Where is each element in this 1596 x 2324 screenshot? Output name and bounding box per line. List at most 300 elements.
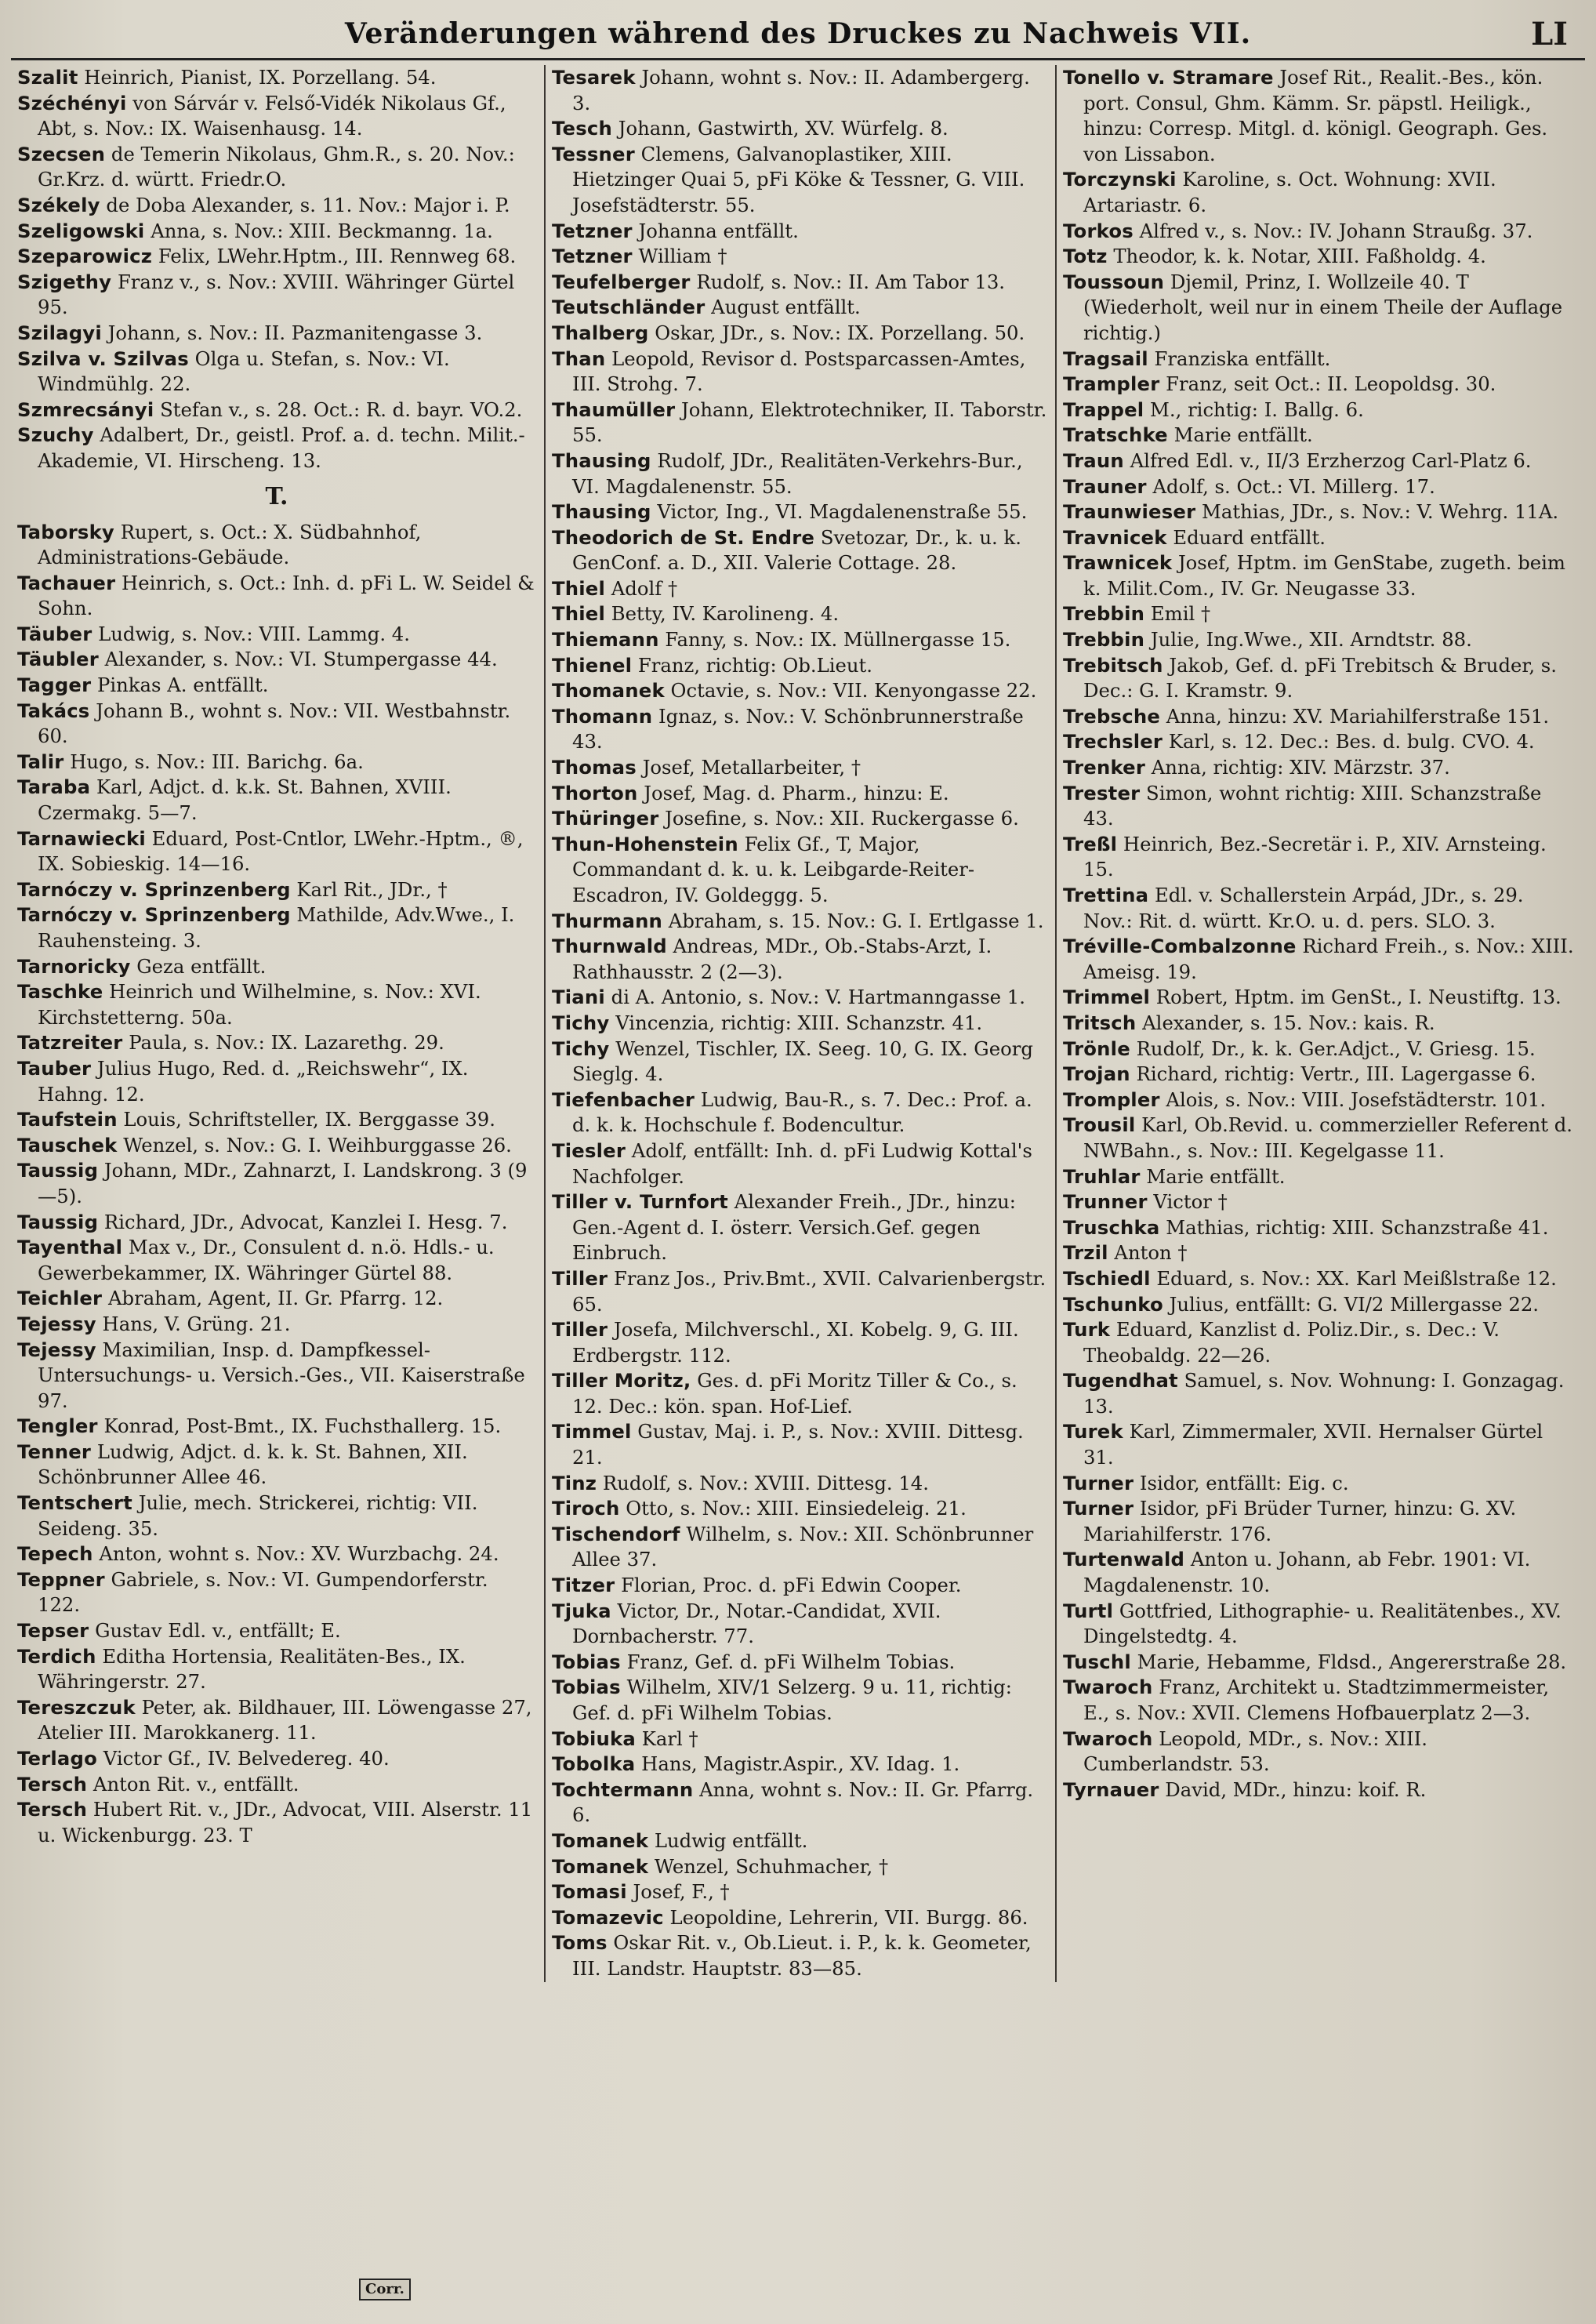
entry-details: Florian, Proc. d. pFi Edwin Cooper. <box>621 1574 962 1597</box>
entry-details: Gabriele, s. Nov.: VI. Gumpendorferstr. 122. <box>38 1567 488 1617</box>
section-letter: T. <box>265 482 288 510</box>
entry-name: Theodorich de St. Endre <box>552 525 815 549</box>
directory-entry <box>17 65 536 91</box>
directory-entry <box>552 1522 1047 1573</box>
directory-entry <box>17 1414 536 1440</box>
entry-details: Karoline, s. Oct. Wohnung: XVII. Artariastr. 6. <box>1083 168 1496 216</box>
directory-entry <box>17 219 536 245</box>
entry-details: Alexander Freih., JDr., hinzu: Gen.-Agent d. I. österr. Versich.Gef. gegen Einbruch. <box>572 1190 1016 1265</box>
entry-details: Anna, s. Nov.: XIII. Beckmanng. 1a. <box>151 219 493 242</box>
directory-entry <box>17 520 536 571</box>
entry-name: Tepech <box>17 1542 93 1566</box>
entry-details: Victor Gf., IV. Belvedereg. 40. <box>103 1747 390 1770</box>
entry-name: Twaroch <box>1063 1727 1153 1750</box>
directory-entry <box>17 244 536 270</box>
entry-details: Peter, ak. Bildhauer, III. Löwengasse 27, Atelier III. Marokkanerg. 11. <box>38 1695 532 1745</box>
entry-name: Tobias <box>552 1676 621 1699</box>
entry-name: Thalberg <box>552 321 649 344</box>
entry-details: Josefine, s. Nov.: XII. Ruckergasse 6. <box>665 807 1019 830</box>
entry-details: Johann, s. Nov.: II. Pazmanitengasse 3. <box>107 321 483 344</box>
entry-name: Turner <box>1063 1497 1134 1520</box>
entry-name: Tiroch <box>552 1497 620 1520</box>
entry-name: Taussig <box>17 1159 99 1182</box>
entry-name: Széchényi <box>17 91 127 114</box>
entry-name: Tatzreiter <box>17 1031 123 1055</box>
entry-name: Tobolka <box>552 1752 636 1776</box>
entry-details: Stefan v., s. 28. Oct.: R. d. bayr. VO.2. <box>160 398 523 421</box>
directory-entry <box>552 627 1047 653</box>
directory-entry <box>17 142 536 193</box>
entry-details: Anton, wohnt s. Nov.: XV. Wurzbachg. 24. <box>99 1542 499 1566</box>
entry-name: Tomazevic <box>552 1905 664 1929</box>
entry-details: Karl Rit., JDr., † <box>296 877 448 901</box>
directory-entry <box>552 116 1047 142</box>
entry-details: Anna, hinzu: XV. Mariahilferstraße 151. <box>1166 704 1550 728</box>
entry-name: Thienel <box>552 653 633 677</box>
directory-entry <box>17 1133 536 1159</box>
column-3 <box>1055 65 1585 1982</box>
entry-name: Szilagyi <box>17 321 102 344</box>
entry-details: Victor, Dr., Notar.-Candidat, XVII. Dornbacherstr. 77. <box>572 1599 941 1648</box>
entry-name: Tritsch <box>1063 1011 1137 1034</box>
entry-details: Adolf, entfällt: Inh. d. pFi Ludwig Kottal's Nachfolger. <box>572 1138 1032 1188</box>
entry-name: Turner <box>1063 1471 1134 1494</box>
entry-details: Josef, Metallarbeiter, † <box>642 756 861 779</box>
directory-entry <box>1063 372 1577 398</box>
entry-name: Tomasi <box>552 1880 627 1904</box>
entry-details: Anton u. Johann, ab Febr. 1901: VI. Magdalenenstr. 10. <box>1083 1548 1531 1597</box>
directory-entry <box>552 448 1047 499</box>
entry-details: Theodor, k. k. Notar, XIII. Faßholdg. 4. <box>1113 245 1486 268</box>
entry-details: Josef, Hptm. im GenStabe, zugeth. beim k. Milit.Com., IV. Gr. Neugasse 33. <box>1083 551 1565 600</box>
entry-details: Josef, F., † <box>633 1880 730 1904</box>
entry-details: di A. Antonio, s. Nov.: V. Hartmanngasse 1. <box>611 986 1025 1009</box>
entry-name: Tarnawiecki <box>17 826 146 850</box>
entry-name: Szmrecsányi <box>17 398 154 421</box>
entry-details: Emil † <box>1150 602 1211 626</box>
entry-name: Talir <box>17 750 64 773</box>
entry-details: Rudolf, s. Nov.: XVIII. Dittesg. 14. <box>602 1471 929 1494</box>
directory-entry <box>1063 1727 1577 1777</box>
entry-details: Clemens, Galvanoplastiker, XIII. Hietzinger Quai 5, pFi Köke & Tessner, G. VIII. Josefstädterstr. 55. <box>572 142 1025 216</box>
entry-details: Geza entfällt. <box>136 954 267 978</box>
column-1-entries-s <box>17 65 536 474</box>
directory-entry <box>17 1440 536 1491</box>
entry-name: Trunner <box>1063 1190 1148 1214</box>
directory-entry <box>552 1930 1047 1981</box>
entry-details: Rudolf, Dr., k. k. Ger.Adjct., V. Griesg. 15. <box>1136 1037 1536 1060</box>
directory-entry <box>17 775 536 826</box>
entry-name: Tiesler <box>552 1138 626 1162</box>
directory-entry <box>17 1746 536 1772</box>
entry-details: Anna, wohnt s. Nov.: II. Gr. Pfarrg. 6. <box>572 1777 1034 1827</box>
entry-name: Teichler <box>17 1287 103 1310</box>
entry-name: Turtl <box>1063 1599 1114 1622</box>
entry-details: Johann, Elektrotechniker, II. Taborstr. 55. <box>572 398 1047 447</box>
entry-name: Tschiedl <box>1063 1266 1151 1290</box>
entry-details: Eduard entfällt. <box>1173 525 1326 549</box>
entry-details: Leopold, Revisor d. Postsparcassen-Amtes, III. Strohg. 7. <box>572 347 1026 396</box>
page-number: LI <box>1531 16 1568 53</box>
entry-details: Abraham, Agent, II. Gr. Pfarrg. 12. <box>107 1287 444 1310</box>
directory-entry <box>552 1266 1047 1317</box>
entry-details: Heinrich, s. Oct.: Inh. d. pFi L. W. Seidel & Sohn. <box>38 571 535 620</box>
directory-entry <box>552 1037 1047 1088</box>
entry-details: Alfred v., s. Nov.: IV. Johann Straußg. 37. <box>1139 219 1533 242</box>
entry-details: Adolf, s. Oct.: VI. Millerg. 17. <box>1152 474 1435 498</box>
entry-name: Trönle <box>1063 1037 1130 1060</box>
entry-name: Titzer <box>552 1574 615 1597</box>
directory-entry <box>552 1471 1047 1497</box>
directory-entry <box>1063 167 1577 218</box>
directory-entry <box>1063 1496 1577 1547</box>
entry-name: Trompler <box>1063 1088 1160 1111</box>
entry-details: Mathias, JDr., s. Nov.: V. Wehrg. 11A. <box>1202 500 1559 524</box>
entry-name: Trettina <box>1063 884 1149 906</box>
page-title: Veränderungen während des Druckes zu Nachweis VII. <box>344 17 1252 50</box>
directory-entry <box>1063 653 1577 704</box>
directory-entry <box>1063 832 1577 883</box>
entry-details: Wenzel, Tischler, IX. Seeg. 10, G. IX. Georg Sieglg. 4. <box>572 1037 1033 1086</box>
entry-details: Betty, IV. Karolineng. 4. <box>611 602 840 626</box>
entry-details: William † <box>638 245 727 268</box>
entry-details: Alfred Edl. v., II/3 Erzherzog Carl-Platz 6. <box>1130 448 1532 472</box>
entry-details: Victor † <box>1153 1190 1228 1214</box>
directory-entry <box>1063 1471 1577 1497</box>
directory-entry <box>1063 627 1577 653</box>
entry-details: Mathias, richtig: XIII. Schanzstraße 41. <box>1166 1215 1549 1239</box>
directory-entry <box>552 1189 1047 1266</box>
directory-entry <box>552 270 1047 296</box>
entry-name: Truschka <box>1063 1215 1160 1239</box>
directory-entry <box>17 877 536 903</box>
entry-details: Karl † <box>641 1727 698 1750</box>
entry-name: Trebitsch <box>1063 653 1163 677</box>
entry-name: Tetzner <box>552 245 633 268</box>
entry-details: Wilhelm, XIV/1 Selzerg. 9 u. 11, richtig: Gef. d. pFi Wilhelm Tobias. <box>572 1676 1012 1724</box>
entry-name: Trampler <box>1063 372 1160 396</box>
entry-name: Twaroch <box>1063 1676 1153 1699</box>
entry-details: Felix, LWehr.Hptm., III. Rennweg 68. <box>158 245 517 268</box>
entry-details: Richard Freih., s. Nov.: XIII. Ameisg. 19. <box>1083 935 1574 983</box>
entry-name: Thausing <box>552 448 651 472</box>
entry-name: Tiller Moritz, <box>552 1369 691 1393</box>
entry-details: Anton Rit. v., entfällt. <box>92 1772 299 1796</box>
directory-entry <box>552 1368 1047 1419</box>
entry-details: Wilhelm, s. Nov.: XII. Schönbrunner Allee 37. <box>572 1522 1034 1571</box>
directory-entry <box>17 1644 536 1695</box>
directory-entry <box>1063 601 1577 627</box>
directory-entry <box>1063 423 1577 448</box>
entry-details: Edl. v. Schallerstein Arpád, JDr., s. 29. Nov.: Rit. d. württ. Kr.O. u. d. pers. SLO. 3. <box>1083 884 1524 932</box>
entry-name: Turk <box>1063 1318 1111 1342</box>
directory-entry <box>1063 1317 1577 1368</box>
entry-name: Turtenwald <box>1063 1548 1185 1571</box>
entry-details: August entfällt. <box>711 296 861 319</box>
entry-details: Adalbert, Dr., geistl. Prof. a. d. techn. Milit.-Akademie, VI. Hirscheng. 13. <box>38 423 525 472</box>
entry-name: Thun-Hohenstein <box>552 832 738 855</box>
entry-details: Otto, s. Nov.: XIII. Einsiedeleig. 21. <box>626 1497 967 1520</box>
directory-entry <box>552 1650 1047 1676</box>
entry-details: Olga u. Stefan, s. Nov.: VI. Windmühlg. 22. <box>38 347 450 396</box>
entry-name: Thausing <box>552 500 651 524</box>
entry-name: Tochtermann <box>552 1777 694 1801</box>
entry-details: Karl, Ob.Revid. u. commerzieller Referent d. NWBahn., s. Nov.: III. Kegelgasse 11. <box>1083 1113 1573 1162</box>
directory-entry <box>1063 550 1577 601</box>
entry-details: Alexander, s. Nov.: VI. Stumpergasse 44. <box>104 648 498 671</box>
entry-name: Treßl <box>1063 832 1118 855</box>
directory-entry <box>552 321 1047 347</box>
entry-details: Franz, Gef. d. pFi Wilhelm Tobias. <box>626 1650 956 1673</box>
entry-name: Thaumüller <box>552 398 676 421</box>
entry-details: Pinkas A. entfällt. <box>97 674 269 697</box>
entry-details: Eduard, Kanzlist d. Poliz.Dir., s. Dec.: V. Theobaldg. 22—26. <box>1083 1318 1500 1367</box>
directory-entry <box>17 673 536 699</box>
directory-entry <box>1063 1113 1577 1164</box>
entry-name: Tayenthal <box>17 1236 123 1259</box>
entry-details: de Temerin Nikolaus, Ghm.R., s. 20. Nov.: Gr.Krz. d. württ. Friedr.O. <box>38 142 515 191</box>
entry-details: Eduard, Post-Cntlor, LWehr.-Hptm., ®, IX. Sobieskig. 14—16. <box>38 826 524 876</box>
entry-name: Székely <box>17 193 100 216</box>
entry-details: Ludwig entfällt. <box>654 1828 808 1852</box>
column-2-entries <box>552 65 1047 1982</box>
directory-entry <box>552 1317 1047 1368</box>
entry-name: Taufstein <box>17 1108 118 1131</box>
directory-entry <box>552 1419 1047 1470</box>
entry-details: Johanna entfällt. <box>638 219 799 242</box>
entry-name: Tinz <box>552 1471 597 1494</box>
entry-name: Torczynski <box>1063 168 1177 191</box>
entry-name: Taborsky <box>17 520 114 543</box>
entry-name: Tarnóczy v. Sprinzenberg <box>17 903 291 927</box>
entry-details: Mathilde, Adv.Wwe., I. Rauhensteing. 3. <box>38 903 515 952</box>
entry-name: Szeligowski <box>17 219 145 242</box>
entry-name: Tenner <box>17 1440 92 1463</box>
directory-entry <box>552 398 1047 448</box>
entry-name: Tejessy <box>17 1312 96 1335</box>
directory-entry <box>17 1056 536 1107</box>
directory-entry <box>17 270 536 321</box>
directory-entry <box>552 704 1047 755</box>
entry-name: Thurmann <box>552 909 663 932</box>
entry-name: Trappel <box>1063 398 1144 421</box>
entry-details: Vincenzia, richtig: XIII. Schanzstr. 41. <box>615 1011 983 1034</box>
entry-details: Karl, s. 12. Dec.: Bes. d. bulg. CVO. 4. <box>1168 730 1535 753</box>
directory-entry <box>1063 755 1577 781</box>
directory-entry <box>552 832 1047 909</box>
directory-entry <box>17 1618 536 1644</box>
directory-entry <box>1063 347 1577 372</box>
entry-name: Trzil <box>1063 1241 1108 1265</box>
entry-details: Hugo, s. Nov.: III. Barichg. 6a. <box>70 750 364 773</box>
directory-entry <box>17 1695 536 1746</box>
entry-details: Franz, richtig: Ob.Lieut. <box>637 653 873 677</box>
entry-details: Djemil, Prinz, I. Wollzeile 40. T (Wiederholt, weil nur in einem Theile der Auflage richtig.) <box>1083 270 1563 344</box>
entry-name: Thomas <box>552 756 637 779</box>
directory-entry <box>17 193 536 219</box>
directory-entry <box>17 622 536 648</box>
entry-details: Eduard, s. Nov.: XX. Karl Meißlstraße 12. <box>1156 1266 1557 1290</box>
entry-details: Ludwig, Bau-R., s. 7. Dec.: Prof. a. d. k. k. Hochschule f. Bodencultur. <box>572 1088 1032 1137</box>
directory-entry <box>552 142 1047 219</box>
entry-name: Travnicek <box>1063 525 1167 549</box>
directory-entry <box>1063 1675 1577 1726</box>
directory-entry <box>552 909 1047 935</box>
entry-name: Tugendhat <box>1063 1369 1178 1393</box>
directory-entry <box>1063 1650 1577 1676</box>
entry-name: Tessner <box>552 142 635 165</box>
entry-name: Tentschert <box>17 1491 132 1515</box>
entry-name: Tersch <box>17 1772 88 1796</box>
entry-name: Täuber <box>17 622 92 645</box>
entry-details: Johann B., wohnt s. Nov.: VII. Westbahnstr. 60. <box>38 699 511 748</box>
directory-entry <box>17 1567 536 1618</box>
directory-entry <box>552 1675 1047 1726</box>
entry-details: Anton † <box>1114 1241 1188 1265</box>
entry-name: Szeparowicz <box>17 245 153 268</box>
entry-details: Alois, s. Nov.: VIII. Josefstädterstr. 101. <box>1166 1088 1547 1111</box>
directory-entry <box>17 1312 536 1338</box>
directory-entry <box>1063 1011 1577 1037</box>
directory-entry <box>552 1879 1047 1905</box>
directory-entry <box>1063 1215 1577 1241</box>
correction-stamp: Corr. <box>359 2279 411 2300</box>
directory-entry <box>17 1797 536 1848</box>
entry-details: Johann, wohnt s. Nov.: II. Adambergerg. 3. <box>572 66 1030 114</box>
directory-entry <box>552 1854 1047 1880</box>
entry-details: Abraham, s. 15. Nov.: G. I. Ertlgasse 1. <box>668 909 1044 932</box>
entry-name: Tyrnauer <box>1063 1777 1159 1801</box>
directory-entry <box>17 954 536 980</box>
entry-details: Octavie, s. Nov.: VII. Kenyongasse 22. <box>670 679 1037 703</box>
entry-details: von Sárvár v. Felső-Vidék Nikolaus Gf., Abt, s. Nov.: IX. Waisenhausg. 14. <box>38 91 506 140</box>
entry-name: Tiller <box>552 1318 608 1342</box>
directory-entry <box>552 1138 1047 1189</box>
directory-entry <box>1063 729 1577 755</box>
entry-name: Tesch <box>552 117 612 140</box>
entry-details: Victor, Ing., VI. Magdalenenstraße 55. <box>657 500 1028 524</box>
directory-entry <box>17 699 536 750</box>
entry-details: Adolf † <box>611 576 678 600</box>
entry-name: Tischendorf <box>552 1522 680 1545</box>
directory-entry <box>1063 1240 1577 1266</box>
entry-name: Thiel <box>552 602 606 626</box>
entry-details: Rupert, s. Oct.: X. Südbahnhof, Administrations-Gebäude. <box>38 520 422 569</box>
entry-name: Tobiuka <box>552 1727 637 1750</box>
entry-name: Szilva v. Szilvas <box>17 347 189 370</box>
entry-details: Maximilian, Insp. d. Dampfkessel-Untersuchungs- u. Versich.-Ges., VII. Kaiserstraße 97. <box>38 1338 525 1412</box>
entry-details: M., richtig: I. Ballg. 6. <box>1150 398 1364 421</box>
directory-entry <box>1063 448 1577 474</box>
directory-entry <box>1063 1088 1577 1113</box>
entry-details: Karl, Zimmermaler, XVII. Hernalser Gürtel 31. <box>1083 1420 1543 1469</box>
entry-details: Josef, Mag. d. Pharm., hinzu: E. <box>644 781 949 804</box>
directory-entry <box>552 499 1047 525</box>
entry-name: Tschunko <box>1063 1292 1163 1316</box>
directory-entry <box>1063 704 1577 730</box>
directory-entry <box>1063 1037 1577 1062</box>
directory-entry <box>1063 1062 1577 1088</box>
directory-entry <box>552 678 1047 704</box>
directory-entry <box>1063 1547 1577 1598</box>
entry-name: Takács <box>17 699 90 722</box>
entry-details: Leopold, MDr., s. Nov.: XIII. Cumberlandstr. 53. <box>1083 1727 1427 1776</box>
entry-details: Marie entfällt. <box>1146 1164 1286 1188</box>
entry-name: Szuchy <box>17 423 94 447</box>
entry-details: Felix Gf., T, Major, Commandant d. k. u. k. Leibgarde-Reiter-Escadron, IV. Goldeggg. 5. <box>572 832 975 906</box>
entry-name: Timmel <box>552 1420 632 1443</box>
entry-name: Teutschländer <box>552 296 706 319</box>
directory-entry <box>17 1158 536 1209</box>
directory-entry <box>552 65 1047 116</box>
directory-entry <box>1063 398 1577 423</box>
entry-name: Totz <box>1063 245 1108 268</box>
entry-name: Trester <box>1063 781 1141 804</box>
entry-details: Fanny, s. Nov.: IX. Müllnergasse 15. <box>665 628 1011 652</box>
directory-entry <box>552 1727 1047 1752</box>
entry-name: Tomanek <box>552 1828 649 1852</box>
entry-name: Teufelberger <box>552 270 691 293</box>
directory-entry <box>1063 1599 1577 1650</box>
entry-name: Turek <box>1063 1420 1123 1443</box>
entry-details: Ludwig, Adjct. d. k. k. St. Bahnen, XII. Schönbrunner Allee 46. <box>38 1440 468 1489</box>
entry-details: Ignaz, s. Nov.: V. Schönbrunnerstraße 43. <box>572 704 1024 753</box>
directory-entry <box>552 653 1047 679</box>
entry-name: Trechsler <box>1063 730 1163 753</box>
entry-details: Samuel, s. Nov. Wohnung: I. Gonzagag. 13. <box>1083 1369 1565 1418</box>
entry-details: Hubert Rit. v., JDr., Advocat, VIII. Alserstr. 11 u. Wickenburgg. 23. T <box>38 1798 533 1846</box>
entry-details: Marie entfällt. <box>1173 423 1313 447</box>
entry-name: Trawnicek <box>1063 551 1173 575</box>
directory-entry <box>1063 1368 1577 1419</box>
entry-details: Heinrich und Wilhelmine, s. Nov.: XVI. Kirchstetterng. 50a. <box>38 980 481 1029</box>
directory-entry <box>17 902 536 953</box>
entry-details: Alexander, s. 15. Nov.: kais. R. <box>1142 1011 1435 1034</box>
entry-details: Rudolf, JDr., Realitäten-Verkehrs-Bur., VI. Magdalenenstr. 55. <box>572 448 1023 498</box>
entry-details: Andreas, MDr., Ob.-Stabs-Arzt, I. Rathhausstr. 2 (2—3). <box>572 935 992 983</box>
directory-entry <box>17 1286 536 1312</box>
directory-entry <box>552 934 1047 985</box>
entry-details: Ludwig, s. Nov.: VIII. Lammg. 4. <box>98 622 410 645</box>
entry-name: Tetzner <box>552 219 633 242</box>
entry-name: Tersch <box>17 1798 88 1821</box>
entry-details: Gustav, Maj. i. P., s. Nov.: XVIII. Dittesg. 21. <box>572 1420 1024 1469</box>
entry-name: Thiemann <box>552 628 659 652</box>
entry-details: David, MDr., hinzu: koif. R. <box>1165 1777 1427 1801</box>
entry-details: Editha Hortensia, Realitäten-Bes., IX. Währingerstr. 27. <box>38 1644 466 1694</box>
entry-name: Tichy <box>552 1011 610 1034</box>
entry-details: Simon, wohnt richtig: XIII. Schanzstraße 43. <box>1083 781 1542 830</box>
directory-entry <box>552 244 1047 270</box>
directory-entry <box>1063 1292 1577 1318</box>
entry-details: Jakob, Gef. d. pFi Trebitsch & Bruder, s. Dec.: G. I. Kramstr. 9. <box>1083 653 1557 703</box>
entry-name: Trebbin <box>1063 602 1145 626</box>
directory-entry <box>1063 219 1577 245</box>
entry-name: Tachauer <box>17 571 116 594</box>
directory-entry <box>17 647 536 673</box>
entry-details: Anna, richtig: XIV. Märzstr. 37. <box>1151 756 1450 779</box>
entry-name: Tarnoricky <box>17 954 131 978</box>
entry-name: Trojan <box>1063 1062 1130 1086</box>
entry-details: Louis, Schriftsteller, IX. Berggasse 39. <box>123 1108 495 1131</box>
directory-entry <box>17 91 536 142</box>
directory-entry <box>17 1235 536 1286</box>
entry-details: Wenzel, s. Nov.: G. I. Weihburggasse 26. <box>123 1133 512 1157</box>
entry-name: Toussoun <box>1063 270 1165 293</box>
entry-details: Franz, seit Oct.: II. Leopoldsg. 30. <box>1166 372 1496 396</box>
entry-name: Thomanek <box>552 679 665 703</box>
directory-entry <box>1063 1189 1577 1215</box>
